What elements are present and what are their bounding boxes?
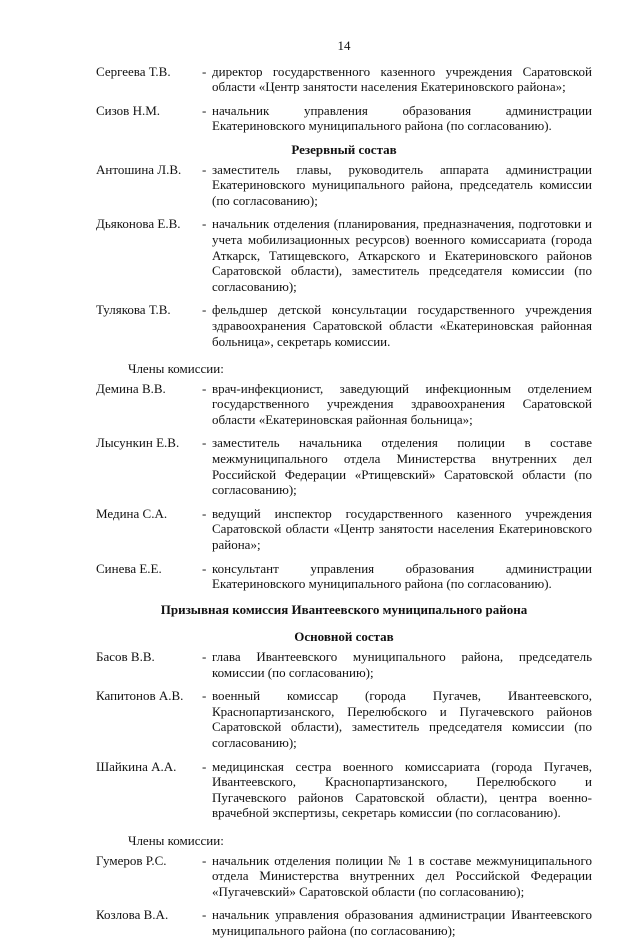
dash-separator: - <box>202 102 207 118</box>
member-row <box>96 162 592 209</box>
section-heading: Резервный состав <box>291 141 397 157</box>
member-position: консультант управления образования администрации Екатериновского муниципального района (по согласованию). <box>212 560 592 592</box>
dash-separator: - <box>202 907 207 923</box>
member-position: начальник управления образования администрации Екатериновского муниципального района (по согласованию). <box>212 102 592 134</box>
members-label: Члены комиссии: <box>128 361 224 377</box>
member-row <box>96 853 592 900</box>
member-row <box>96 216 592 294</box>
member-name: Козлова В.А. <box>96 907 169 923</box>
member-name: Лысункин Е.В. <box>96 435 180 451</box>
member-row <box>96 302 592 349</box>
member-name: Синева Е.Е. <box>96 560 162 576</box>
member-position: заместитель начальника отделения полиции в составе межмуниципального отдела Министерства внутренних дел Российской Федерации «Ртищевский» Саратовской области (по согласованию); <box>212 435 592 498</box>
member-position: врач-инфекционист, заведующий инфекционным отделением государственного учреждения здравоохранения Саратовской области «Екатериновская районная больница»; <box>212 380 592 427</box>
member-position: медицинская сестра военного комиссариата (города Пугачев, Ивантеевского, Краснопартизанского, Перелюбского и Пугачевского районов Саратовской области), центра военно-врачебной экспертизы, секретарь комиссии (по согласованию). <box>212 758 592 821</box>
member-name: Басов В.В. <box>96 649 155 664</box>
dash-separator: - <box>202 302 207 318</box>
document-body <box>96 64 592 939</box>
member-position: начальник отделения полиции № 1 в составе межмуниципального отдела Министерства внутренних дел Российской Федерации «Пугачевский» Саратовской области (по согласованию); <box>212 852 592 899</box>
dash-separator: - <box>202 161 207 177</box>
dash-separator: - <box>202 380 207 396</box>
member-row <box>96 688 592 750</box>
dash-separator: - <box>202 435 207 451</box>
member-row <box>96 907 592 938</box>
dash-separator: - <box>202 688 207 704</box>
member-name: Сизов Н.М. <box>96 102 161 118</box>
page-number: 14 <box>337 38 351 53</box>
member-position: заместитель главы, руководитель аппарата администрации Екатериновского муниципального района, председатель комиссии (по согласованию); <box>212 161 592 208</box>
member-row <box>96 64 592 95</box>
member-row <box>96 649 592 680</box>
member-position: директор государственного казенного учреждения Саратовской области «Центр занятости населения Екатериновского района»; <box>212 63 592 95</box>
dash-separator: - <box>202 505 207 521</box>
member-name: Шайкина А.А. <box>96 758 177 774</box>
dash-separator: - <box>202 649 207 664</box>
member-name: Тулякова Т.В. <box>96 302 171 318</box>
member-position: глава Ивантеевского муниципального района, председатель комиссии (по согласованию); <box>212 649 592 680</box>
member-name: Капитонов А.В. <box>96 688 184 704</box>
section-heading: Основной состав <box>294 629 394 645</box>
member-name: Дьяконова Е.В. <box>96 216 181 232</box>
member-row <box>96 506 592 553</box>
member-row <box>96 759 592 821</box>
member-position: начальник отделения (планирования, предназначения, подготовки и учета мобилизационных ресурсов) военного комиссариата (города Аткарск, Татищевского, Аткарского и Екатериновского районов Саратовской области), заместитель председателя комиссии (по согласованию); <box>212 216 592 294</box>
document-page <box>96 38 592 947</box>
member-row <box>96 561 592 592</box>
dash-separator: - <box>202 560 207 576</box>
member-name: Демина В.В. <box>96 380 166 396</box>
member-name: Сергеева Т.В. <box>96 63 171 79</box>
member-position: начальник управления образования администрации Ивантеевского муниципального района (по согласованию); <box>212 907 592 938</box>
dash-separator: - <box>202 63 207 79</box>
member-position: военный комиссар (города Пугачев, Ивантеевского, Краснопартизанского, Перелюбского и Пугачевского районов Саратовской области), заместитель председателя комиссии (по согласованию); <box>212 688 592 750</box>
dash-separator: - <box>202 758 207 774</box>
member-name: Антошина Л.В. <box>96 161 182 177</box>
member-name: Гумеров Р.С. <box>96 852 167 868</box>
member-row <box>96 103 592 134</box>
member-row <box>96 435 592 497</box>
dash-separator: - <box>202 216 207 232</box>
member-position: фельдшер детской консультации государственного учреждения здравоохранения Саратовской области «Екатериновская районная больница», секретарь комиссии. <box>212 302 592 349</box>
members-label: Члены комиссии: <box>128 832 224 848</box>
member-row <box>96 381 592 428</box>
member-position: ведущий инспектор государственного казенного учреждения Саратовской области «Центр занятости населения Екатериновского района»; <box>212 505 592 553</box>
dash-separator: - <box>202 852 207 868</box>
member-name: Медина С.А. <box>96 505 168 521</box>
commission-title: Призывная комиссия Ивантеевского муниципального района <box>160 601 528 617</box>
